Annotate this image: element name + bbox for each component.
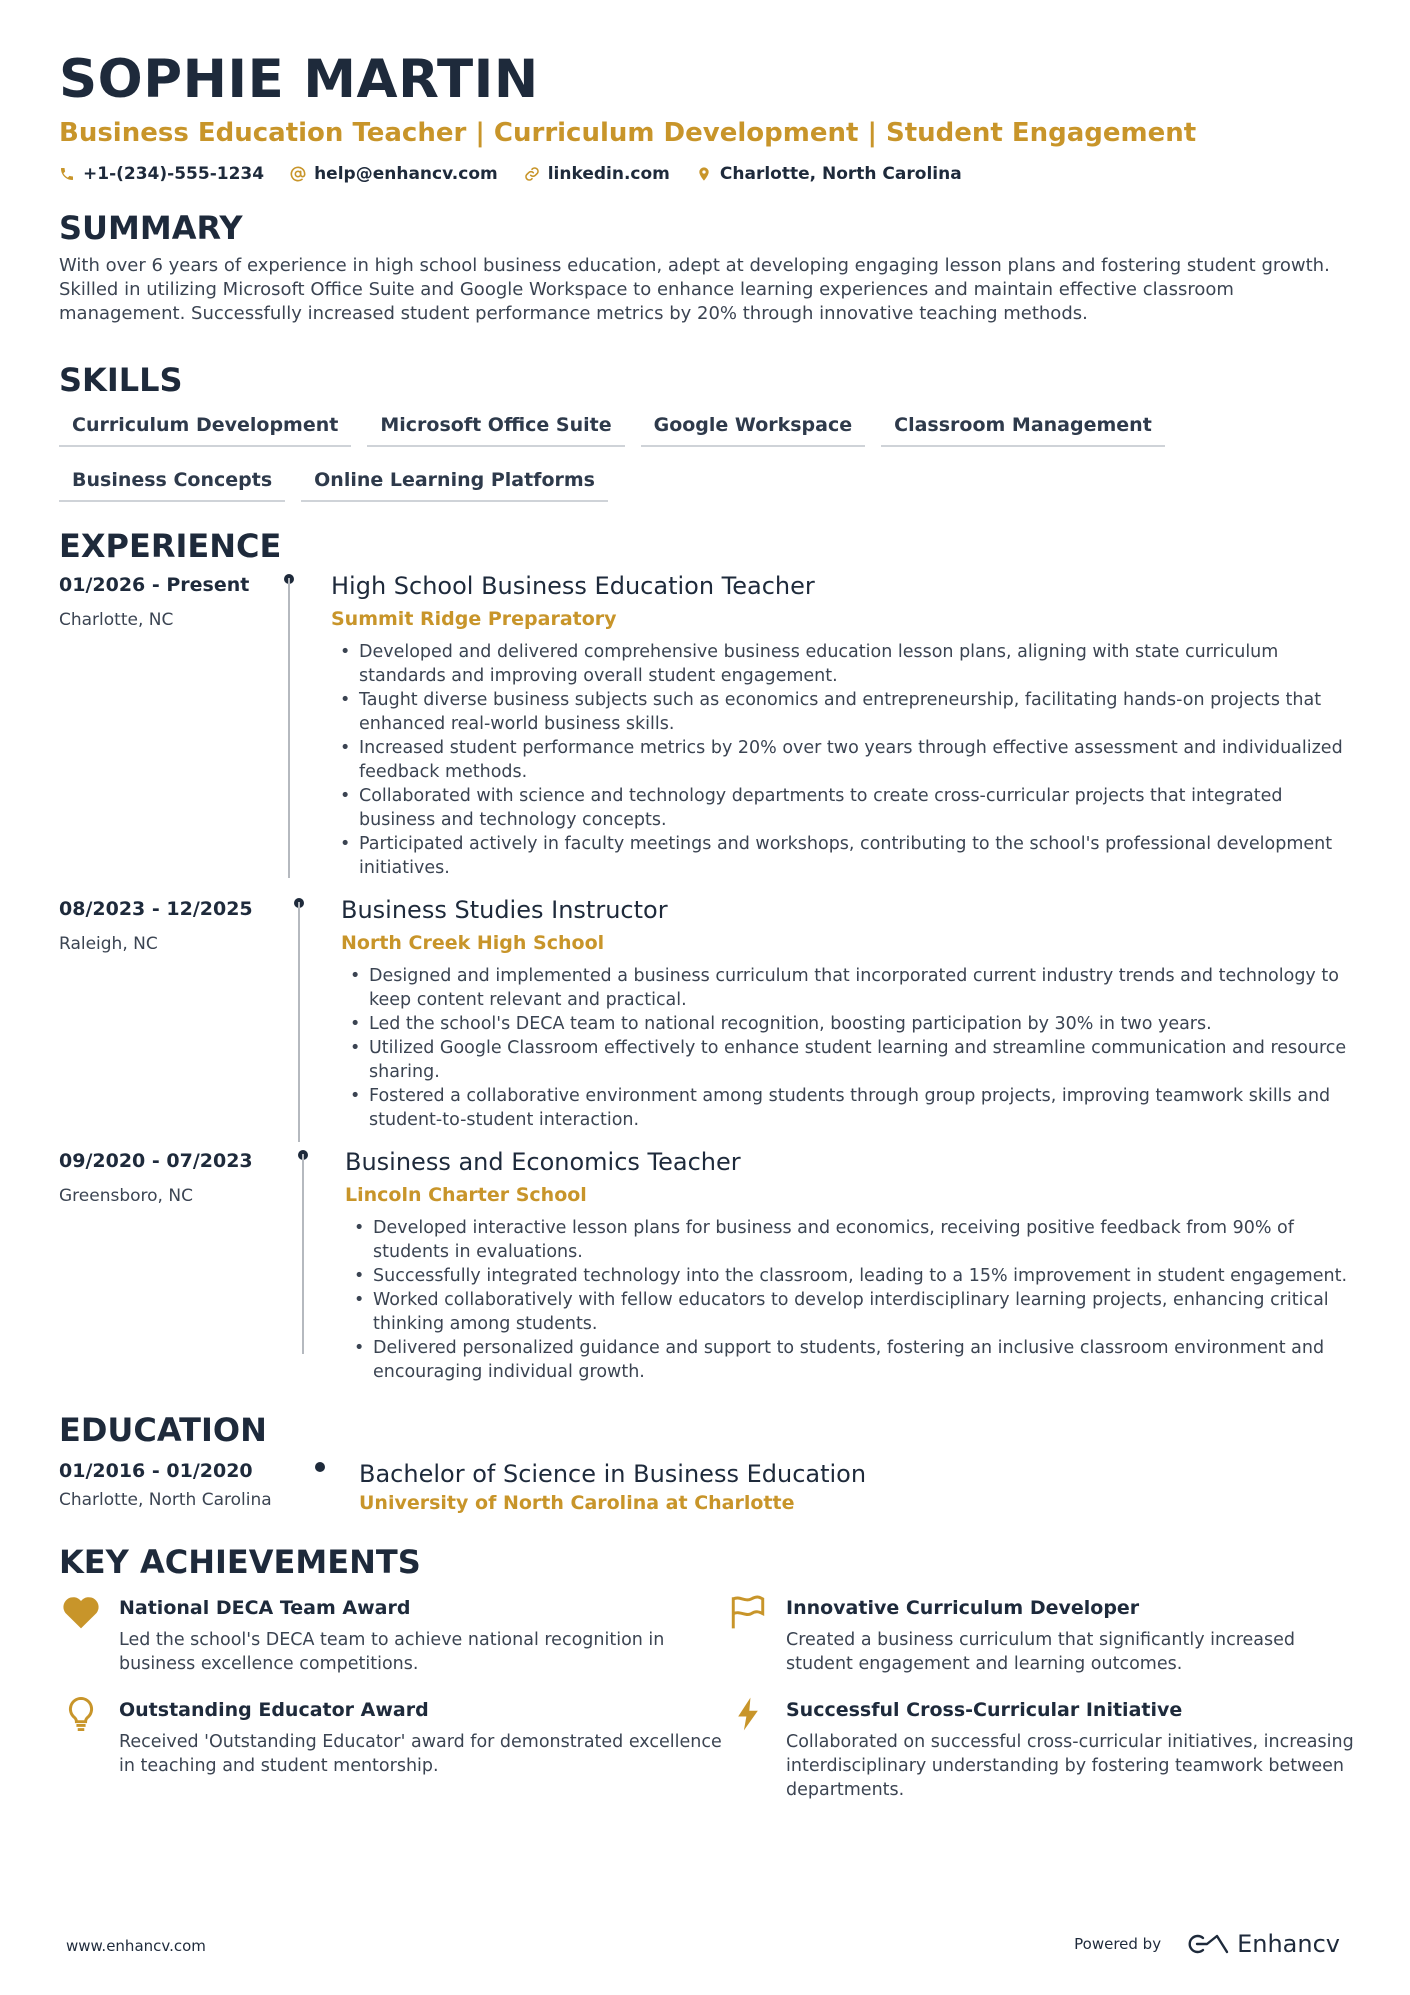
job-bullet: • Led the school's DECA team to national recognition, boosting participation by 30% in two years. bbox=[341, 1012, 1359, 1036]
job-location: Greensboro, NC bbox=[59, 1186, 193, 1206]
achievements-grid bbox=[59, 1594, 1359, 1802]
job-meta bbox=[59, 566, 331, 880]
experience-heading: EXPERIENCE bbox=[59, 527, 282, 565]
job-bullet: • Designed and implemented a business curriculum that incorporated current industry trends and technology to keep content relevant and practical. bbox=[341, 964, 1359, 1012]
achievement-body bbox=[786, 1594, 1359, 1676]
skills-section bbox=[59, 360, 1359, 502]
skill-tag: Classroom Management bbox=[881, 410, 1165, 447]
education-date: 01/2016 - 01/2020 bbox=[59, 1460, 253, 1482]
job-bullet: • Taught diverse business subjects such as economics and entrepreneurship, facilitating hands-on projects that enhanced real-world business skills. bbox=[331, 688, 1359, 736]
footer-website[interactable]: www.enhancv.com bbox=[66, 1937, 206, 1955]
candidate-title: Business Education Teacher | Curriculum Development | Student Engagement bbox=[59, 118, 1197, 148]
education-heading: EDUCATION bbox=[59, 1411, 267, 1449]
job-bullet: • Successfully integrated technology into the classroom, leading to a 15% improvement in student engagement. bbox=[345, 1264, 1359, 1288]
job-bullet: • Worked collaboratively with fellow educators to develop interdisciplinary learning projects, enhancing critical thinking among students. bbox=[345, 1288, 1359, 1336]
skills-heading: SKILLS bbox=[59, 361, 183, 399]
achievement-icon-wrap bbox=[59, 1696, 103, 1802]
achievements-section bbox=[59, 1542, 1359, 1802]
achievement-item bbox=[726, 1594, 1359, 1676]
job-bullets bbox=[345, 1216, 1359, 1384]
contact-email[interactable] bbox=[290, 164, 498, 184]
job-location: Charlotte, NC bbox=[59, 610, 174, 630]
job-bullet: • Participated actively in faculty meetings and workshops, contributing to the school's professional development initiatives. bbox=[331, 832, 1359, 880]
heart-icon bbox=[61, 1594, 101, 1630]
job-details bbox=[345, 1142, 1359, 1384]
achievement-desc: Created a business curriculum that significantly increased student engagement and learning outcomes. bbox=[786, 1630, 1295, 1674]
job-bullet: • Collaborated with science and technology departments to create cross-curricular projects that integrated business and technology concepts. bbox=[331, 784, 1359, 832]
summary-heading: SUMMARY bbox=[59, 209, 243, 247]
phone-text: +1-(234)-555-1234 bbox=[83, 164, 265, 184]
flag-icon bbox=[728, 1594, 768, 1630]
job-bullet: • Developed interactive lesson plans for business and economics, receiving positive feedback from 90% of students in evaluations. bbox=[345, 1216, 1359, 1264]
timeline-dot bbox=[315, 1462, 325, 1472]
education-location: Charlotte, North Carolina bbox=[59, 1490, 272, 1510]
candidate-name: SOPHIE MARTIN bbox=[59, 49, 539, 110]
job-details bbox=[341, 890, 1359, 1132]
linkedin-text: linkedin.com bbox=[547, 164, 670, 184]
achievement-item bbox=[59, 1696, 726, 1802]
email-text: help@enhancv.com bbox=[314, 164, 498, 184]
location-pin-icon bbox=[696, 166, 712, 182]
job-bullet: • Delivered personalized guidance and support to students, fostering an inclusive classroom environment and encouraging individual growth. bbox=[345, 1336, 1359, 1384]
achievement-desc: Led the school's DECA team to achieve national recognition in business excellence competitions. bbox=[119, 1630, 665, 1674]
achievement-title: Innovative Curriculum Developer bbox=[786, 1597, 1140, 1619]
achievement-item bbox=[726, 1696, 1359, 1802]
resume-page bbox=[59, 48, 1359, 1802]
lightning-icon bbox=[728, 1696, 768, 1732]
lightbulb-icon bbox=[61, 1696, 101, 1732]
achievement-desc: Collaborated on successful cross-curricular initiatives, increasing interdisciplinary understanding by fostering teamwork between departments. bbox=[786, 1732, 1354, 1800]
achievement-icon-wrap bbox=[726, 1594, 770, 1676]
summary-section bbox=[59, 208, 1359, 326]
job-title: Business Studies Instructor bbox=[341, 896, 668, 924]
job-company: Summit Ridge Preparatory bbox=[331, 608, 617, 630]
job-bullet: • Fostered a collaborative environment among students through group projects, improving teamwork skills and student-to-student interaction. bbox=[341, 1084, 1359, 1132]
link-icon bbox=[524, 166, 540, 182]
skill-tag: Microsoft Office Suite bbox=[367, 410, 624, 447]
contact-phone[interactable] bbox=[59, 164, 264, 184]
education-section bbox=[59, 1410, 1359, 1514]
brand-logo[interactable] bbox=[1183, 1930, 1340, 1958]
job-bullets bbox=[331, 640, 1359, 880]
job-entry bbox=[59, 890, 1359, 1132]
achievement-item bbox=[59, 1594, 726, 1676]
job-title: Business and Economics Teacher bbox=[345, 1148, 741, 1176]
powered-by bbox=[1074, 1930, 1340, 1958]
contact-bar bbox=[59, 164, 1359, 184]
powered-by-label: Powered by bbox=[1074, 1935, 1162, 1953]
education-degree: Bachelor of Science in Business Education bbox=[359, 1460, 867, 1488]
job-details bbox=[331, 566, 1359, 880]
at-icon bbox=[290, 166, 306, 182]
achievement-title: Outstanding Educator Award bbox=[119, 1699, 429, 1721]
job-date: 01/2026 - Present bbox=[59, 574, 250, 596]
job-entry bbox=[59, 566, 1359, 880]
achievement-icon-wrap bbox=[726, 1696, 770, 1802]
header bbox=[59, 48, 1359, 184]
achievement-body bbox=[119, 1696, 726, 1802]
job-title: High School Business Education Teacher bbox=[331, 572, 815, 600]
phone-icon bbox=[59, 166, 75, 182]
timeline-line bbox=[288, 578, 290, 878]
achievements-heading: KEY ACHIEVEMENTS bbox=[59, 1543, 421, 1581]
achievement-title: National DECA Team Award bbox=[119, 1597, 411, 1619]
job-entry bbox=[59, 1142, 1359, 1384]
contact-linkedin[interactable] bbox=[524, 164, 670, 184]
achievement-icon-wrap bbox=[59, 1594, 103, 1676]
education-school: University of North Carolina at Charlotte bbox=[359, 1492, 795, 1514]
timeline-line bbox=[302, 1154, 304, 1354]
achievement-body bbox=[119, 1594, 726, 1676]
job-bullet: • Utilized Google Classroom effectively to enhance student learning and streamline communication and resource sharing. bbox=[341, 1036, 1359, 1084]
education-meta bbox=[59, 1456, 359, 1514]
job-bullet: • Developed and delivered comprehensive business education lesson plans, aligning with state curriculum standards and improving overall student engagement. bbox=[331, 640, 1359, 688]
job-company: Lincoln Charter School bbox=[345, 1184, 587, 1206]
skill-tag: Online Learning Platforms bbox=[301, 465, 608, 502]
skills-list bbox=[59, 410, 1359, 502]
brand-name: Enhancv bbox=[1237, 1930, 1340, 1958]
job-company: North Creek High School bbox=[341, 932, 605, 954]
skill-tag: Curriculum Development bbox=[59, 410, 351, 447]
achievement-desc: Received 'Outstanding Educator' award for demonstrated excellence in teaching and student mentorship. bbox=[119, 1732, 722, 1776]
education-entry bbox=[59, 1456, 1359, 1514]
skill-tag: Google Workspace bbox=[641, 410, 866, 447]
skills-row bbox=[59, 465, 1359, 502]
job-date: 08/2023 - 12/2025 bbox=[59, 898, 253, 920]
achievement-body bbox=[786, 1696, 1359, 1802]
job-date: 09/2020 - 07/2023 bbox=[59, 1150, 253, 1172]
skill-tag: Business Concepts bbox=[59, 465, 285, 502]
job-bullet: • Increased student performance metrics by 20% over two years through effective assessment and individualized feedback methods. bbox=[331, 736, 1359, 784]
enhancv-logo-icon bbox=[1183, 1932, 1229, 1956]
contact-location bbox=[696, 164, 962, 184]
job-bullets bbox=[341, 964, 1359, 1132]
skills-row bbox=[59, 410, 1359, 447]
summary-text: With over 6 years of experience in high school business education, adept at developing engaging lesson plans and fostering student growth. Skilled in utilizing Microsoft Office Suite and Google Workspace to enhance learning experiences and maintain effective classroom management. Successfully increased student performance metrics by 20% through innovative teaching methods. bbox=[59, 255, 1330, 324]
experience-section bbox=[59, 526, 1359, 1384]
education-details bbox=[359, 1456, 866, 1514]
achievement-title: Successful Cross-Curricular Initiative bbox=[786, 1699, 1183, 1721]
timeline-line bbox=[298, 902, 300, 1142]
location-text: Charlotte, North Carolina bbox=[719, 164, 962, 184]
job-location: Raleigh, NC bbox=[59, 934, 158, 954]
